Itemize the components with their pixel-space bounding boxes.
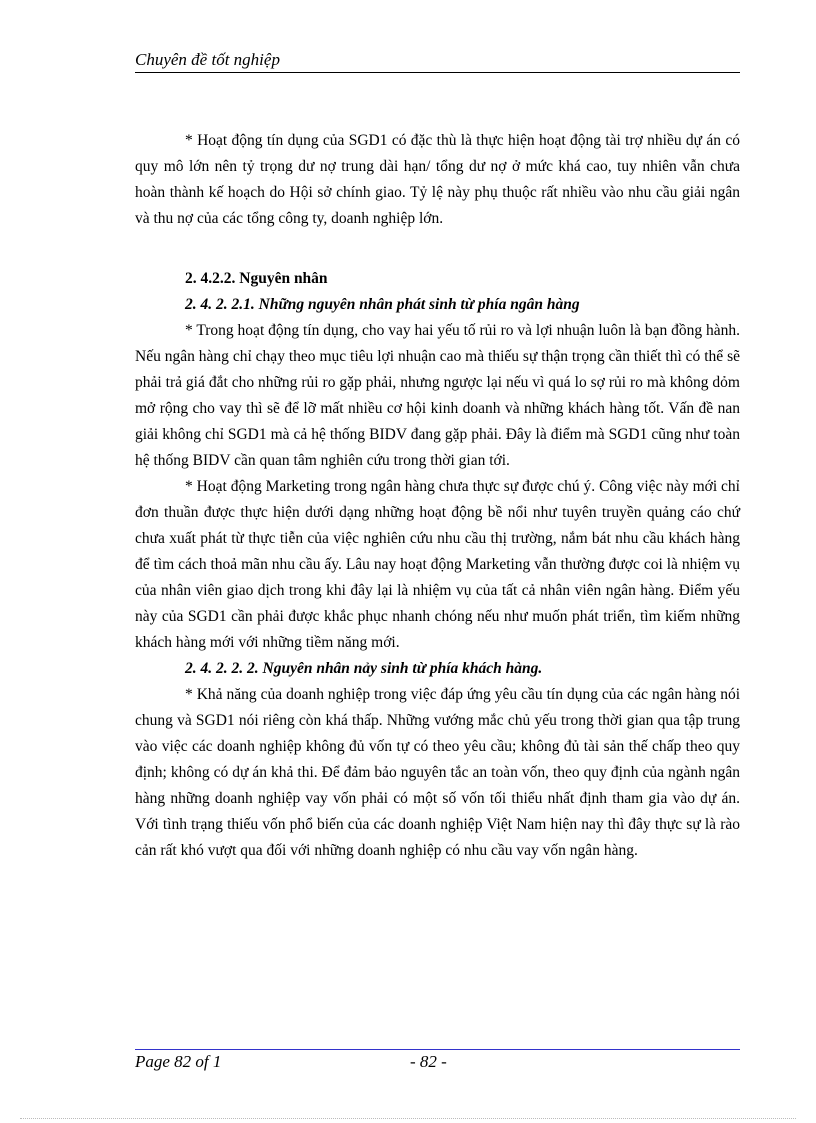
page-header bbox=[135, 50, 740, 73]
paragraph-enterprise-capacity: * Khả năng của doanh nghiệp trong việc đáp ứng yêu cầu tín dụng của các ngân hàng nói chung và SGD1 nói riêng còn khá thấp. Những vướng mắc chủ yếu trong thời gian qua tập trung vào việc các doanh nghiệp không đủ vốn tự có theo yêu cầu; không đủ tài sản thế chấp theo quy định; không có dự án khả thi. Để đảm bảo nguyên tắc an toàn vốn, theo quy định của ngành ngân hàng những doanh nghiệp vay vốn phải có một số vốn tối thiểu nhất định tham gia vào dự án. Với tình trạng thiếu vốn phổ biến của các doanh nghiệp Việt Nam hiện nay thì đây thực sự là rào cản rất khó vượt qua đối với những doanh nghiệp có nhu cầu vay vốn ngân hàng. bbox=[135, 686, 740, 859]
paragraph-credit-activity: * Hoạt động tín dụng của SGD1 có đặc thù là thực hiện hoạt động tài trợ nhiều dự án có quy mô lớn nên tỷ trọng dư nợ trung dài hạn/ tổng dư nợ ở mức khá cao, tuy nhiên vẫn chưa hoàn thành kế hoạch do Hội sở chính giao. Tỷ lệ này phụ thuộc rất nhiều vào nhu cầu giải ngân và thu nợ của các tổng công ty, doanh nghiệp lớn. bbox=[135, 132, 740, 227]
subsection-heading-customer-causes: 2. 4. 2. 2. 2. Nguyên nhân nảy sinh từ phía khách hàng. bbox=[185, 660, 543, 677]
spacer bbox=[135, 232, 740, 266]
page-footer bbox=[135, 1049, 740, 1071]
footer-page-number: - 82 - bbox=[410, 1052, 447, 1071]
header-title: Chuyên đề tốt nghiệp bbox=[135, 50, 280, 69]
paragraph-marketing: * Hoạt động Marketing trong ngân hàng chưa thực sự được chú ý. Công việc này mới chỉ đơn thuần được thực hiện dưới dạng những hoạt động bề nổi như tuyên truyền quảng cáo chứ chưa xuất phát từ thực tiễn của việc nghiên cứu nhu cầu thị trường, nắm bát nhu cầu khách hàng để tìm cách thoả mãn nhu cầu ấy. Lâu nay hoạt động Marketing vẫn thường được coi là nhiệm vụ của nhân viên giao dịch trong khi đây lại là nhiệm vụ của tất cả nhân viên ngân hàng. Điểm yếu này của SGD1 cần phải được khắc phục nhanh chóng nếu như muốn phát triển, tìm kiếm những khách hàng mới với những tiềm năng mới. bbox=[135, 478, 740, 651]
section-heading-causes: 2. 4.2.2. Nguyên nhân bbox=[185, 270, 328, 287]
footer-page-label: Page 82 of 1 bbox=[135, 1052, 222, 1071]
paragraph-risk-profit: * Trong hoạt động tín dụng, cho vay hai yếu tố rủi ro và lợi nhuận luôn là bạn đồng hành. Nếu ngân hàng chỉ chạy theo mục tiêu lợi nhuận cao mà thiếu sự thận trọng cần thiết thì có thể sẽ phải trả giá đắt cho những rủi ro gặp phải, nhưng ngược lại nếu vì quá lo sợ rủi ro mà không dỏm mở rộng cho vay thì sẽ để lỡ mất nhiều cơ hội kinh doanh và những khách hàng tốt. Vấn đề nan giải không chỉ SGD1 mà cả hệ thống BIDV đang gặp phải. Đây là điểm mà SGD1 cũng như toàn hệ thống BIDV cần quan tâm nghiên cứu trong thời gian tới. bbox=[135, 322, 740, 469]
subsection-heading-bank-causes: 2. 4. 2. 2.1. Những nguyên nhân phát sinh từ phía ngân hàng bbox=[185, 296, 580, 313]
page-bottom-divider bbox=[20, 1118, 796, 1119]
document-body bbox=[135, 128, 740, 864]
